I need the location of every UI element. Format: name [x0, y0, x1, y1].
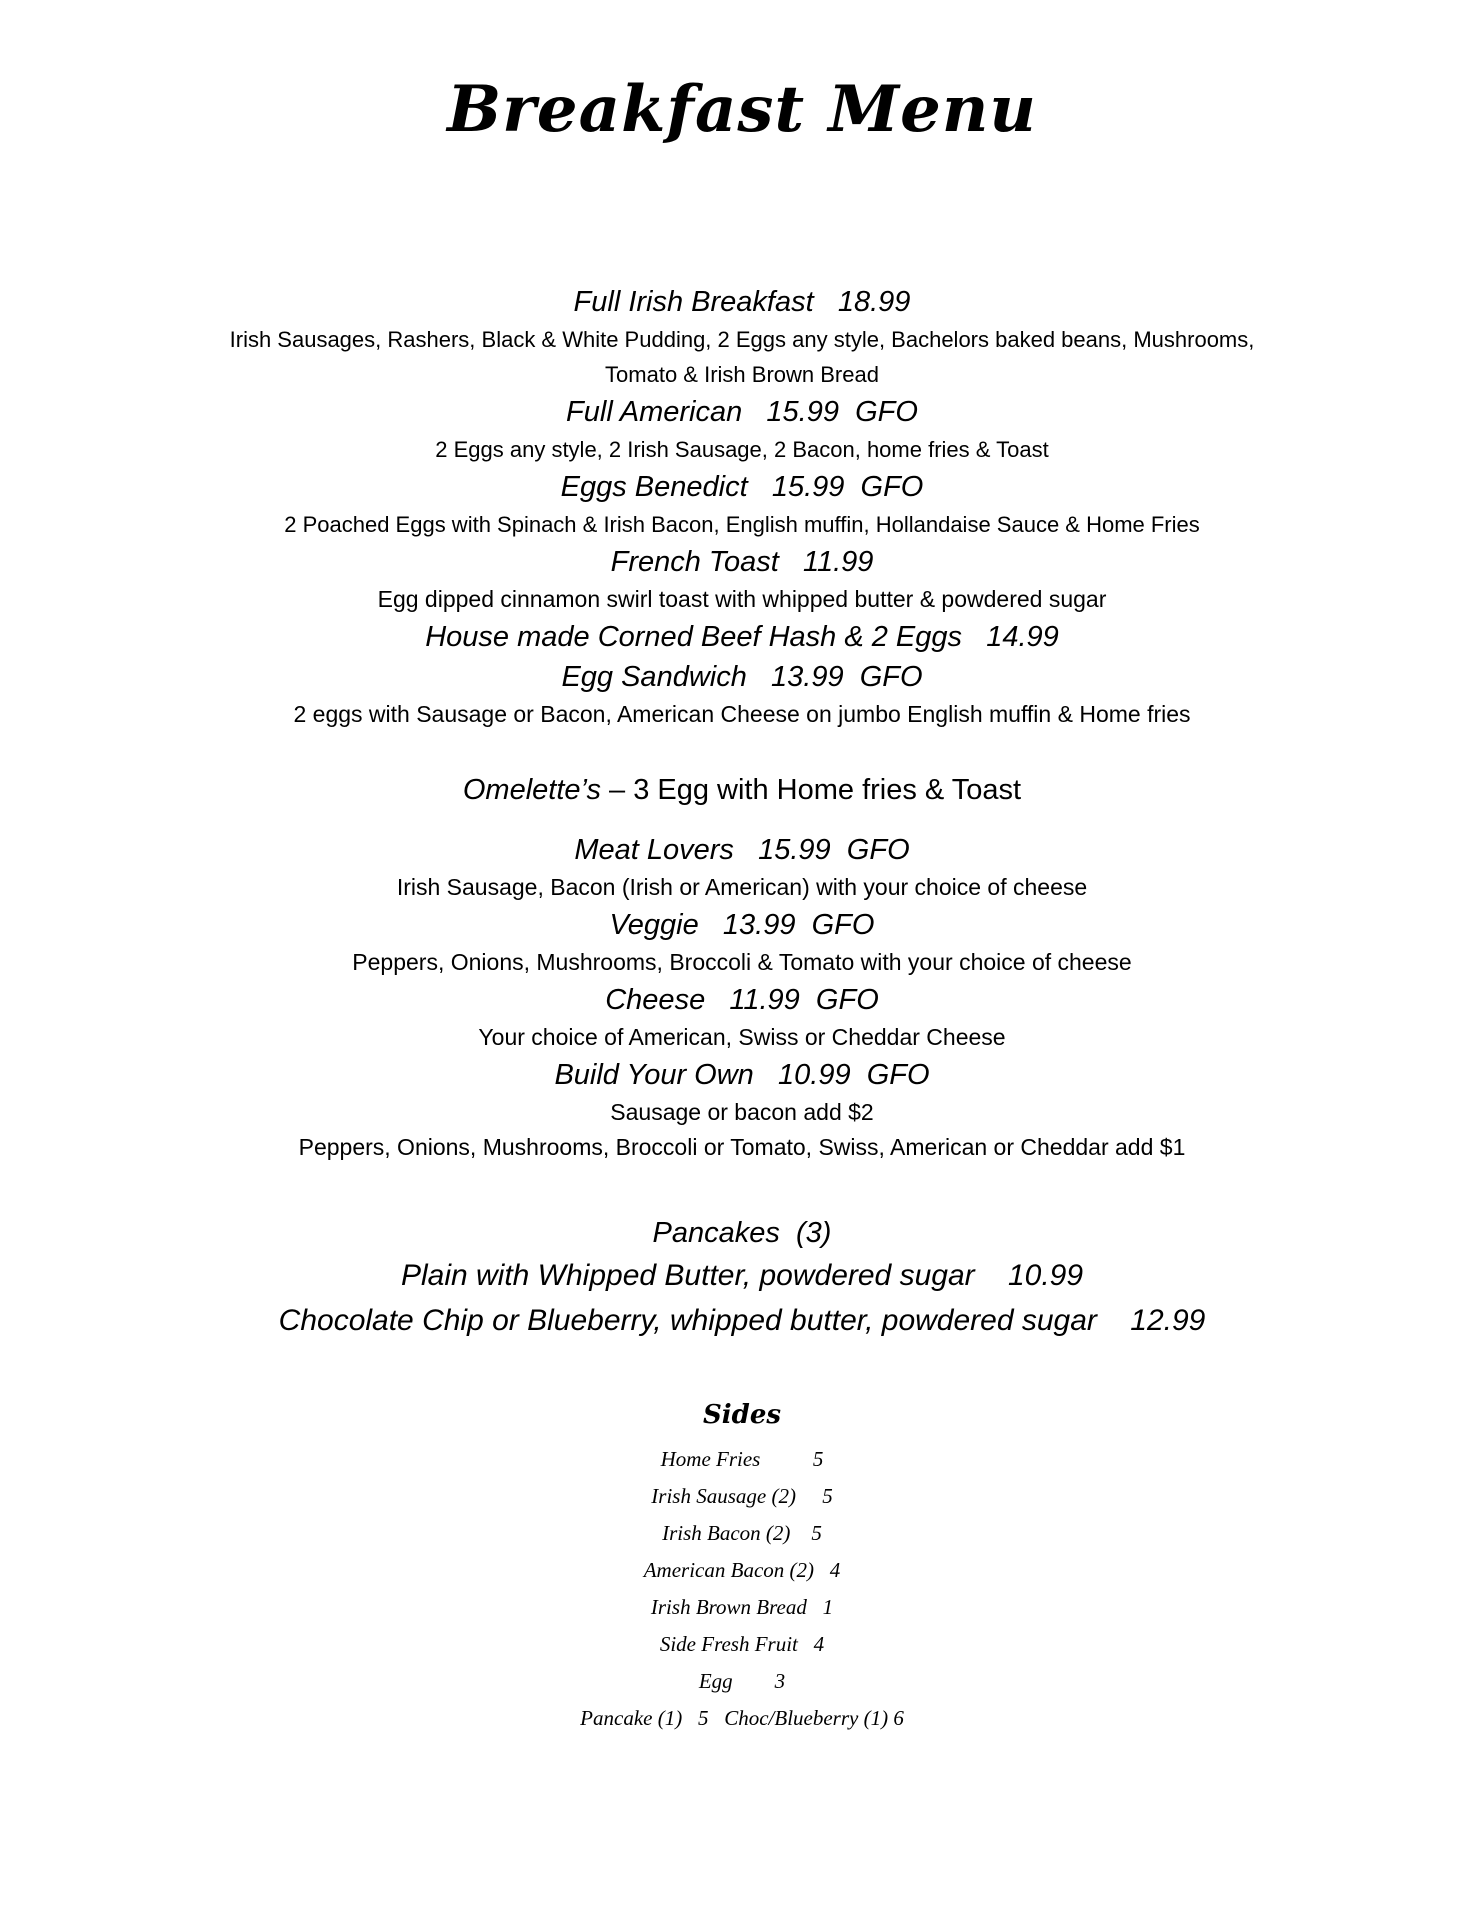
- side-name: Side Fresh Fruit: [659, 1632, 798, 1656]
- item-price: 10.99: [778, 1059, 851, 1091]
- item-tag: GFO: [855, 396, 918, 428]
- item-name: Eggs Benedict: [560, 471, 748, 503]
- menu-body: [0, 282, 1484, 1737]
- item-name: Full American: [566, 396, 743, 428]
- item-tag: GFO: [859, 661, 923, 693]
- side-item: [0, 1589, 1484, 1626]
- side-item: [0, 1663, 1484, 1700]
- item-heading: [0, 1055, 1484, 1095]
- side-item: [0, 1441, 1484, 1478]
- pancake-text: Plain with Whipped Butter, powdered sugar: [400, 1259, 975, 1292]
- sides-section: [0, 1393, 1484, 1737]
- item-heading: [0, 542, 1484, 582]
- section-heading: [0, 770, 1484, 810]
- item-name: Full Irish Breakfast: [573, 286, 814, 318]
- item-description: Your choice of American, Swiss or Cheddar Cheese: [478, 1024, 1006, 1050]
- item-name: Meat Lovers: [574, 834, 734, 866]
- item-heading: [0, 282, 1484, 322]
- section-heading-detail: – 3 Egg with Home fries & Toast: [600, 774, 1022, 806]
- side-gap: [796, 1484, 822, 1508]
- item-price: 15.99: [771, 471, 845, 503]
- pancake-line: [0, 1253, 1484, 1298]
- side-gap: [807, 1595, 823, 1619]
- item-price: 15.99: [766, 396, 839, 428]
- menu-item: [0, 282, 1484, 392]
- item-price: 11.99: [802, 546, 874, 578]
- side-gap: [760, 1447, 813, 1471]
- menu-item: [0, 1055, 1484, 1165]
- section-heading: Pancakes (3): [652, 1217, 832, 1249]
- menu-item: [0, 617, 1484, 657]
- item-description: 2 eggs with Sausage or Bacon, American Cheese on jumbo English muffin & Home fries: [293, 701, 1191, 727]
- item-price: 11.99: [729, 984, 800, 1016]
- item-price: 13.99: [771, 661, 844, 693]
- side-price: 5: [811, 1521, 822, 1545]
- side-item: [0, 1515, 1484, 1552]
- item-description: 2 Poached Eggs with Spinach & Irish Bacon, English muffin, Hollandaise Sauce & Home Fries: [284, 512, 1200, 537]
- item-tag: GFO: [815, 984, 879, 1016]
- side-item: [0, 1626, 1484, 1663]
- side-item: [0, 1700, 1484, 1737]
- side-price: 3: [774, 1669, 786, 1693]
- side-price: 4: [829, 1558, 841, 1582]
- breakfast-section: [0, 282, 1484, 732]
- item-name: Egg Sandwich: [561, 661, 747, 693]
- item-price: 13.99: [722, 909, 796, 941]
- item-tag: GFO: [846, 834, 910, 866]
- pancake-price: 10.99: [1007, 1259, 1084, 1292]
- side-name: Irish Brown Bread: [650, 1595, 807, 1619]
- side-item: [0, 1478, 1484, 1515]
- side-name: Irish Bacon (2): [662, 1521, 791, 1545]
- item-description: Irish Sausage, Bacon (Irish or American) with your choice of cheese: [396, 874, 1088, 900]
- side-price: 1: [822, 1595, 834, 1619]
- item-description: 2 Eggs any style, 2 Irish Sausage, 2 Bacon, home fries & Toast: [435, 437, 1049, 462]
- pancake-line: [0, 1298, 1484, 1343]
- item-heading: [0, 657, 1484, 697]
- item-name: Build Your Own: [554, 1059, 754, 1091]
- item-name: French Toast: [610, 546, 779, 578]
- item-description-extra: Peppers, Onions, Mushrooms, Broccoli or Tomato, Swiss, American or Cheddar add $1: [298, 1134, 1186, 1160]
- page-title: Breakfast Menu: [447, 72, 1037, 147]
- menu-item: [0, 980, 1484, 1055]
- side-price: 4: [813, 1632, 825, 1656]
- item-heading: [0, 905, 1484, 945]
- item-name: House made Corned Beef Hash & 2 Eggs: [425, 621, 963, 653]
- menu-item: [0, 542, 1484, 617]
- side-gap: [790, 1521, 811, 1545]
- pancakes-section: [0, 1213, 1484, 1343]
- side-name: American Bacon (2): [643, 1558, 815, 1582]
- item-heading: [0, 980, 1484, 1020]
- item-tag: GFO: [811, 909, 875, 941]
- side-name: Irish Sausage (2): [651, 1484, 796, 1508]
- side-gap: [814, 1558, 830, 1582]
- side-name: Home Fries: [660, 1447, 761, 1471]
- menu-item: [0, 467, 1484, 542]
- item-description: Egg dipped cinnamon swirl toast with whipped butter & powdered sugar: [377, 586, 1107, 612]
- pancake-price: 12.99: [1130, 1304, 1206, 1337]
- section-heading: Sides: [702, 1400, 781, 1430]
- side-item: [0, 1552, 1484, 1589]
- item-price: 14.99: [986, 621, 1059, 653]
- omelettes-section: [0, 770, 1484, 1165]
- side-gap: [733, 1669, 775, 1693]
- item-tag: GFO: [860, 471, 924, 503]
- item-name: Cheese: [605, 984, 706, 1016]
- menu-item: [0, 830, 1484, 905]
- item-heading: [0, 467, 1484, 507]
- side-name: Egg: [698, 1669, 733, 1693]
- item-name: Veggie: [609, 909, 699, 941]
- side-price: 5: [822, 1484, 833, 1508]
- menu-item: [0, 905, 1484, 980]
- item-description: Peppers, Onions, Mushrooms, Broccoli & Tomato with your choice of cheese: [352, 949, 1132, 975]
- side-price: 5: [812, 1447, 824, 1471]
- item-heading: [0, 830, 1484, 870]
- item-price: 18.99: [837, 286, 911, 318]
- menu-item: [0, 657, 1484, 732]
- side-gap: [798, 1632, 814, 1656]
- side-name: Pancake (1) 5 Choc/Blueberry (1) 6: [580, 1706, 904, 1730]
- item-description: Sausage or bacon add $2: [610, 1099, 874, 1125]
- pancake-text: Chocolate Chip or Blueberry, whipped butter, powdered sugar: [278, 1304, 1097, 1337]
- item-price: 15.99: [758, 834, 831, 866]
- item-heading: [0, 392, 1484, 432]
- menu-item: [0, 392, 1484, 467]
- item-tag: GFO: [866, 1059, 930, 1091]
- item-description: Irish Sausages, Rashers, Black & White Pudding, 2 Eggs any style, Bachelors baked beans, Mushrooms, Tomato & Irish Brown Bread: [229, 327, 1255, 387]
- item-heading: [0, 617, 1484, 657]
- section-heading-name: Omelette’s: [462, 774, 601, 806]
